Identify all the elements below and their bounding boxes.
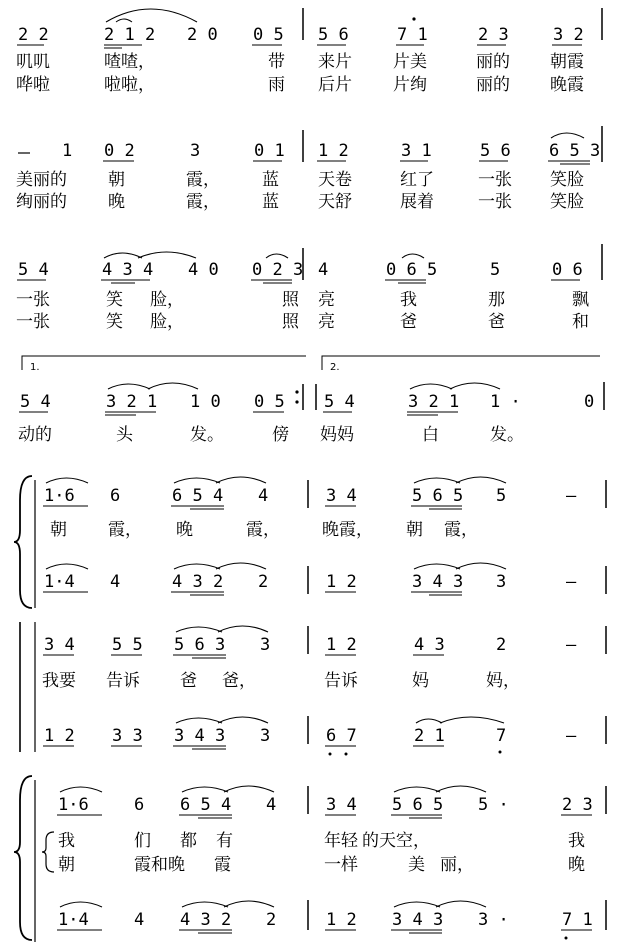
lower-note: 7 (496, 726, 507, 746)
upper-note: 5 (496, 486, 507, 506)
slur (174, 478, 220, 483)
slur (414, 478, 460, 483)
lyric-verse-2: 晚霞 (550, 75, 584, 95)
lower-note: 1 2 (326, 910, 357, 930)
note-group: 0 5 (254, 392, 285, 412)
lyric: 妈妈 (320, 425, 354, 445)
lower-note: 3 (260, 726, 271, 746)
lyric-verse-1: 美丽的 (16, 170, 67, 190)
slur (456, 563, 506, 569)
lower-note: 6 7 (326, 726, 357, 746)
lower-note: 7 1 (562, 910, 593, 930)
lyric-verse-2: 笑脸 (550, 192, 584, 212)
lyric: 爸， (222, 671, 256, 691)
lower-note: 2 (266, 910, 277, 930)
lyric-verse-1: 脸， (150, 290, 184, 310)
slur (176, 718, 222, 723)
lyric: 傍 (272, 425, 289, 445)
low-dot (345, 753, 348, 756)
slur (416, 719, 442, 723)
beam-lines (103, 161, 590, 164)
upper-note: 4 (258, 486, 269, 506)
note-group: 2 0 (187, 25, 218, 45)
slur (456, 477, 506, 483)
upper-note: 5 6 3 (174, 635, 226, 655)
slur (116, 19, 132, 22)
lyric-verse-2: 哗啦 (16, 75, 50, 95)
lyric-verse-2: 笑 (106, 312, 123, 332)
lyric-verse-2: 照 (282, 312, 299, 332)
lyric-verse-1: 亮 (318, 290, 335, 310)
note-group: 2 3 (478, 25, 509, 45)
lyric: 发。 (490, 425, 524, 445)
slur (440, 717, 504, 723)
lyric-verse-2: 亮 (318, 312, 335, 332)
upper-note: 3 4 (44, 635, 75, 655)
slur (436, 786, 486, 792)
lyric-verse-1: 天卷 (318, 170, 352, 190)
note-group: 1 2 (318, 141, 349, 161)
slur (216, 563, 266, 569)
note-group: 3 1 (401, 141, 432, 161)
upper-note: — (566, 635, 577, 655)
lower-note: — (566, 572, 577, 592)
upper-note: 2 3 (562, 795, 593, 815)
lyric-verse-2: 晚 (568, 855, 585, 875)
beam-lines (43, 592, 462, 595)
lyric-verse-1: 一张 (478, 170, 512, 190)
lyric: 告诉 (106, 671, 140, 691)
lyric: 霞， (108, 520, 142, 540)
lyric-verse-1: 那 (488, 290, 505, 310)
upper-note: 6 (110, 486, 121, 506)
slur (216, 477, 266, 483)
upper-note: 6 (134, 795, 145, 815)
low-dot (499, 751, 502, 754)
lyric-verse-2: 一张 (16, 312, 50, 332)
slur (218, 717, 268, 723)
upper-note: 5 · (478, 795, 509, 815)
slur (266, 254, 288, 258)
note-group: 5 4 (18, 260, 49, 280)
slur (60, 787, 102, 792)
slur (410, 384, 452, 389)
system-6 (20, 622, 606, 756)
slur (402, 254, 424, 258)
lyric-verse-2: 美 (408, 855, 425, 875)
note-group: 4 3 4 (102, 260, 154, 280)
lyric-verse-2: 爸 (400, 312, 417, 332)
part-brace (14, 776, 32, 940)
lyric-verse-1: 笑 (106, 290, 123, 310)
lyric-verse-1: 喳喳， (104, 52, 155, 72)
note-group: 5 4 (20, 392, 51, 412)
slur (176, 627, 222, 632)
lower-note: 3 · (478, 910, 509, 930)
low-dot (329, 753, 332, 756)
upper-note: 1·6 (58, 795, 89, 815)
lower-note: 3 4 3 (174, 726, 226, 746)
note-group: 3 2 1 (106, 392, 158, 412)
lyric-verse-2: 啦啦， (104, 75, 155, 95)
lower-note: 4 (134, 910, 145, 930)
lower-note: 1·4 (58, 910, 89, 930)
note-group: 1 · (490, 392, 521, 412)
lyric: 我要 (42, 671, 76, 691)
lyric: 晚霞， (322, 520, 373, 540)
repeat-dot (295, 400, 298, 403)
lyric: 朝 (50, 520, 67, 540)
note-group: 4 0 (188, 260, 219, 280)
lyric-verse-2: 和 (572, 312, 589, 332)
slur (414, 564, 460, 569)
lyric: 霞， (444, 520, 478, 540)
beam-lines (17, 280, 580, 283)
lyric: 发。 (190, 425, 224, 445)
lyric-verse-1: 丽的 (476, 52, 510, 72)
low-dot (565, 937, 568, 940)
lyric: 白 (422, 425, 439, 445)
lyric-verse-1: 来片 (318, 52, 352, 72)
upper-note: 3 4 (326, 795, 357, 815)
lyric-verse-2: 一张 (478, 192, 512, 212)
lyric: 妈， (486, 671, 520, 691)
slur (182, 787, 228, 792)
slur (224, 786, 274, 792)
lower-note: — (566, 726, 577, 746)
upper-note: 1 2 (326, 635, 357, 655)
note-group: 6 5 3 (549, 141, 601, 161)
beam-lines (57, 930, 592, 933)
note-group: 1 0 (190, 392, 221, 412)
note-group: 5 6 (318, 25, 349, 45)
lyric-verse-1: 的天空， (362, 831, 430, 851)
note-group: 7 1 (397, 25, 428, 45)
slur (148, 383, 198, 389)
slur (104, 253, 142, 258)
lower-note: 1 2 (326, 572, 357, 592)
beam-lines (57, 815, 592, 818)
note-group: 5 (490, 260, 501, 280)
lyric-verse-1: 红了 (400, 170, 434, 190)
lyric-verse-1: 朝 (108, 170, 125, 190)
lyric-verse-2: 天舒 (318, 192, 352, 212)
beam-lines (43, 655, 444, 658)
repeat-dot (295, 390, 298, 393)
upper-note: 4 3 (414, 635, 445, 655)
note-group: 0 6 (552, 260, 583, 280)
note-group: 5 6 (480, 141, 511, 161)
lower-note: 3 (496, 572, 507, 592)
lyric-verse-2: 一样 (324, 855, 358, 875)
lower-note: 3 4 3 (412, 572, 464, 592)
lyric-verse-2: 朝 (58, 855, 75, 875)
lyric-verse-2: 脸， (150, 312, 184, 332)
upper-note: — (566, 486, 577, 506)
lyric-verse-1: 飘 (572, 290, 589, 310)
lyric-verse-2: 蓝 (262, 192, 279, 212)
upper-note: 5 6 5 (412, 486, 464, 506)
beam-lines (43, 746, 444, 749)
lyric-verse-1: 照 (282, 290, 299, 310)
lyric: 爸 (180, 671, 197, 691)
lyric-verse-1: 我 (58, 831, 75, 851)
lyric-verse-2: 霞， (186, 192, 220, 212)
lyric-verse-1: 我 (400, 290, 417, 310)
lyric-verse-1: 蓝 (262, 170, 279, 190)
lower-note: 4 (110, 572, 121, 592)
lyric: 动的 (18, 425, 52, 445)
upper-note: 4 (266, 795, 277, 815)
lyric-verse-1: 我 (568, 831, 585, 851)
lower-note: 2 (258, 572, 269, 592)
slur (218, 626, 268, 632)
lower-note: 4 3 2 (180, 910, 232, 930)
system-1 (16, 8, 602, 95)
lyric-verse-1: 带 (268, 52, 285, 72)
slur (60, 902, 102, 907)
upper-note: 5 6 5 (392, 795, 444, 815)
note-group: 3 2 (553, 25, 584, 45)
volta-number-1: 1. (30, 362, 40, 373)
note-group: 0 (584, 392, 595, 412)
upper-note: 3 (260, 635, 271, 655)
note-group: 4 (318, 260, 329, 280)
slur (224, 901, 274, 907)
volta-number-2: 2. (330, 362, 340, 373)
upper-note: 5 5 (112, 635, 143, 655)
lyric: 晚 (176, 520, 193, 540)
slur (174, 564, 220, 569)
system-4 (18, 356, 604, 445)
slur (551, 133, 584, 138)
lyric-verse-2: 绚丽的 (16, 192, 67, 212)
lyric-verse-2: 片绚 (393, 75, 427, 95)
slur (436, 901, 486, 907)
lyric-verse-1: 有 (216, 831, 233, 851)
note-group: 3 2 1 (408, 392, 460, 412)
lyric: 告诉 (324, 671, 358, 691)
note-group: 5 4 (324, 392, 355, 412)
note-group: 0 1 (254, 141, 285, 161)
note-group: 0 6 5 (386, 260, 438, 280)
slur (138, 252, 196, 258)
system-5 (14, 476, 606, 608)
lower-note: 3 3 (112, 726, 143, 746)
lyric-verse-2: 爸 (488, 312, 505, 332)
system-3 (16, 244, 602, 332)
lyric-verse-1: 年轻 (324, 831, 358, 851)
upper-note: 6 5 4 (172, 486, 224, 506)
note-group: 1 (62, 141, 73, 161)
volta-bracket-1 (22, 356, 306, 370)
lyric-verse-2: 展着 (400, 192, 434, 212)
slur (46, 564, 88, 569)
upper-note: 6 5 4 (180, 795, 232, 815)
upper-note: 3 4 (326, 486, 357, 506)
high-dot (416, 17, 419, 20)
lyric: 霞， (246, 520, 280, 540)
slur (394, 787, 440, 792)
lower-note: 1·4 (44, 572, 75, 592)
lyric-verse-1: 叽叽 (16, 52, 50, 72)
lyric-verse-2: 雨 (268, 75, 285, 95)
lyric-verse-1: 们 (134, 831, 151, 851)
verse-brace (42, 832, 54, 872)
lyric-verse-2: 丽， (440, 855, 474, 875)
note-group: 2 1 2 (104, 25, 156, 45)
part-brace (14, 476, 32, 608)
lyric-verse-1: 朝霞 (550, 52, 584, 72)
lower-note: 4 3 2 (172, 572, 224, 592)
lyric-verse-2: 霞 (214, 855, 231, 875)
note-group: 3 (190, 141, 201, 161)
beam-lines (17, 45, 582, 48)
high-dot (412, 17, 415, 20)
lyric-verse-1: 笑脸 (550, 170, 584, 190)
upper-note: 2 (496, 635, 507, 655)
lyric-verse-1: 都 (180, 831, 197, 851)
lyric: 朝 (406, 520, 423, 540)
slur (108, 384, 150, 389)
note-group: 0 2 (104, 141, 135, 161)
note-group: 0 5 (253, 25, 284, 45)
lyric-verse-1: 一张 (16, 290, 50, 310)
beam-lines (43, 506, 462, 509)
slur (450, 383, 500, 389)
lyric-verse-2: 霞和晚 (134, 855, 185, 875)
lyric-verse-2: 丽的 (476, 75, 510, 95)
lyric: 头 (116, 425, 133, 445)
lyric-verse-2: 后片 (318, 75, 352, 95)
lower-note: 2 1 (414, 726, 445, 746)
lower-note: 1 2 (44, 726, 75, 746)
volta-bracket-2 (322, 356, 600, 370)
lyric-verse-2: 晚 (108, 192, 125, 212)
slur (46, 478, 88, 483)
beam-lines (19, 412, 458, 415)
lyric: 妈 (412, 671, 429, 691)
slur (182, 902, 228, 907)
upper-note: 1·6 (44, 486, 75, 506)
note-group: 2 2 (18, 25, 49, 45)
system-2 (16, 126, 602, 212)
system-7 (14, 776, 606, 942)
lyric-verse-1: 片美 (393, 52, 427, 72)
note-group: 0 2 3 (252, 260, 304, 280)
lyric-verse-1: 霞， (186, 170, 220, 190)
lower-note: 3 4 3 (392, 910, 444, 930)
slur (394, 902, 440, 907)
